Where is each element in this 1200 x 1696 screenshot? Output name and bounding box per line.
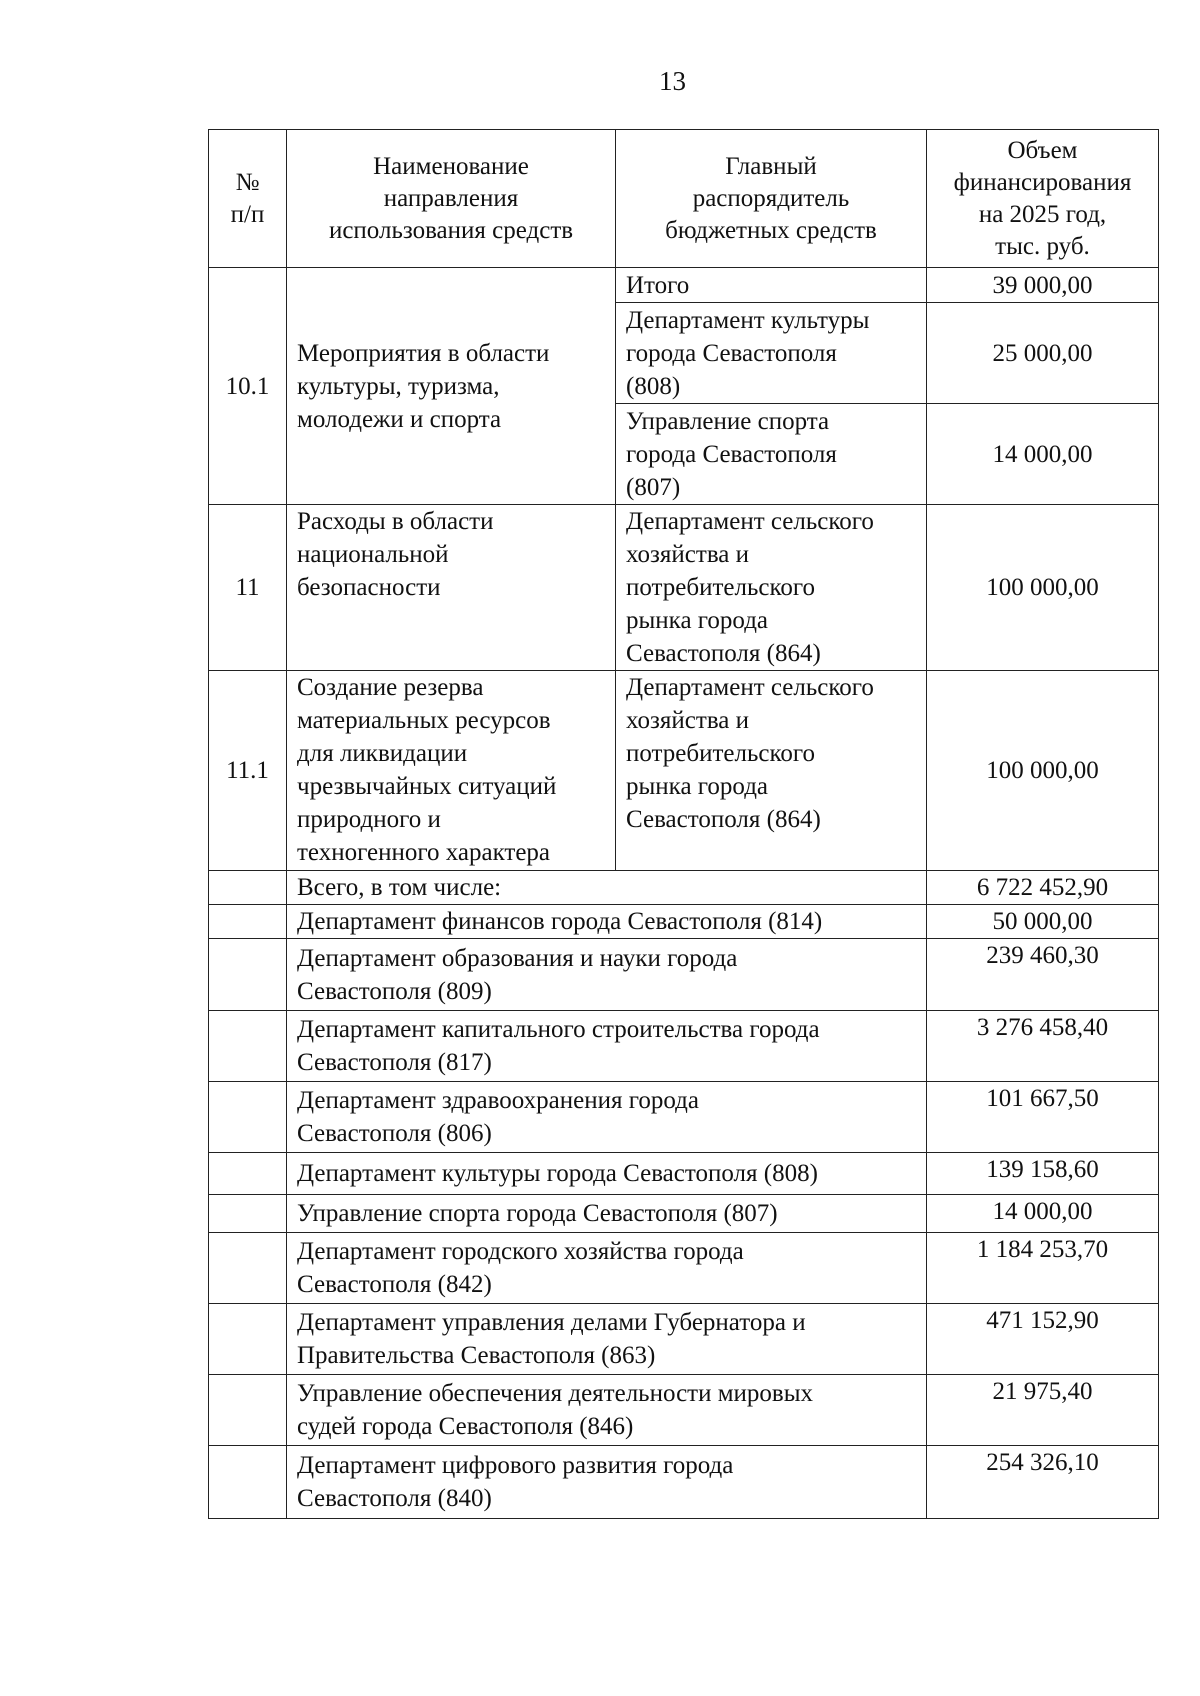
header-num [209, 130, 287, 268]
row-num: 10.1 [209, 268, 287, 505]
amount-value: 50 000,00 [927, 905, 1159, 939]
amount-value: 25 000,00 [927, 303, 1159, 404]
row-num [209, 1233, 287, 1304]
department-name [287, 1233, 927, 1304]
text-line: природного и [297, 806, 441, 833]
header-manager [616, 130, 927, 268]
text-line: Наименование [373, 152, 529, 180]
department-name [287, 1153, 927, 1195]
amount-value: 100 000,00 [927, 671, 1159, 871]
text-line: города Севастополя [626, 339, 837, 367]
text-line: (807) [626, 473, 681, 501]
manager-name [616, 268, 927, 303]
table-header-row [209, 130, 1159, 268]
text-line: Департамент культуры [626, 306, 870, 334]
text-line: Объем [1007, 136, 1078, 164]
amount-value: 14 000,00 [927, 1195, 1159, 1233]
text-line: Главный [725, 152, 817, 180]
amount-value: 3 276 458,40 [927, 1011, 1159, 1082]
manager-name [616, 505, 927, 671]
department-name [287, 1446, 927, 1519]
manager-name [616, 303, 927, 404]
text-line: Департамент образования и науки города [297, 944, 738, 972]
text-line: п/п [230, 200, 265, 228]
text-line: Департамент управления делами Губернатора и [297, 1309, 806, 1336]
department-name [287, 1082, 927, 1153]
text-line: Правительства Севастополя (863) [297, 1342, 656, 1369]
row-num: 11.1 [209, 671, 287, 871]
text-line: Департамент капитального строительства города [297, 1016, 820, 1043]
text-line: техногенного характера [297, 839, 551, 866]
text-line: Расходы в области [297, 508, 494, 535]
text-line: Севастополя (817) [297, 1049, 492, 1076]
amount-value: 471 152,90 [927, 1304, 1159, 1375]
department-name [287, 939, 927, 1011]
department-name [287, 1195, 927, 1233]
text-line: Севастополя (842) [297, 1271, 492, 1298]
row-num [209, 1304, 287, 1375]
manager-name [616, 671, 927, 871]
text-line: Управление спорта города Севастополя (807) [297, 1200, 778, 1227]
department-name [287, 1375, 927, 1446]
table-row [209, 1375, 1159, 1446]
amount-value: 101 667,50 [927, 1082, 1159, 1153]
amount-value: 39 000,00 [927, 268, 1159, 303]
table-row [209, 1304, 1159, 1375]
text-line: Управление спорта [626, 407, 830, 435]
text-line: Департамент здравоохранения города [297, 1087, 699, 1114]
row-num [209, 1011, 287, 1082]
row-num [209, 1153, 287, 1195]
text-line: Севастополя (864) [626, 806, 821, 833]
total-label: Всего, в том числе: [287, 871, 927, 905]
manager-name [616, 404, 927, 505]
text-line: распорядитель [692, 184, 850, 212]
text-line: молодежи и спорта [297, 405, 502, 433]
page-number: 13 [659, 66, 686, 96]
text-line: Департамент финансов города Севастополя (814) [297, 908, 823, 935]
text-line: Департамент цифрового развития города [297, 1452, 734, 1479]
total-amount: 6 722 452,90 [927, 871, 1159, 905]
row-num [209, 1195, 287, 1233]
text-line: судей города Севастополя (846) [297, 1413, 634, 1440]
row-num [209, 871, 287, 905]
text-line: рынка города [626, 607, 769, 634]
table-row [209, 939, 1159, 1011]
row-num: 11 [209, 505, 287, 671]
text-line: города Севастополя [626, 440, 837, 468]
text-line: Создание резерва [297, 674, 484, 701]
row-num [209, 1446, 287, 1519]
table-row [209, 1233, 1159, 1304]
table-row [209, 671, 1159, 871]
table-row [209, 1153, 1159, 1195]
row-num [209, 1082, 287, 1153]
text-line: хозяйства и [626, 707, 750, 734]
text-line: безопасности [297, 574, 441, 601]
text-line: направления [383, 184, 519, 212]
amount-value: 139 158,60 [927, 1153, 1159, 1195]
text-line: использования средств [328, 216, 574, 244]
text-line: тыс. руб. [995, 232, 1090, 260]
text-line: материальных ресурсов [297, 707, 551, 734]
text-line: Севастополя (806) [297, 1120, 492, 1147]
table-row [209, 505, 1159, 671]
amount-value: 21 975,40 [927, 1375, 1159, 1446]
department-name [287, 1304, 927, 1375]
department-name [287, 1011, 927, 1082]
text-line: Департамент культуры города Севастополя (808) [297, 1160, 818, 1187]
text-line: рынка города [626, 773, 769, 800]
amount-value: 1 184 253,70 [927, 1233, 1159, 1304]
direction-name [287, 268, 616, 505]
summary-rows [209, 905, 1159, 1519]
table-row [209, 1446, 1159, 1519]
direction-name [287, 671, 616, 871]
header-name [287, 130, 616, 268]
text-line: национальной [297, 541, 449, 568]
amount-value: 254 326,10 [927, 1446, 1159, 1519]
table-row [209, 905, 1159, 939]
text-line: потребительского [626, 574, 815, 601]
text-line: Итого [626, 271, 690, 299]
table-row [209, 1011, 1159, 1082]
text-line: Севастополя (864) [626, 640, 821, 667]
text-line: финансирования [953, 168, 1132, 196]
text-line: Севастополя (809) [297, 977, 492, 1005]
text-line: на 2025 год, [978, 200, 1107, 228]
total-row [209, 871, 1159, 905]
row-num [209, 905, 287, 939]
text-line: Севастополя (840) [297, 1485, 492, 1512]
table-row [209, 268, 1159, 303]
text-line: Управление обеспечения деятельности мировых [297, 1380, 814, 1407]
table-row [209, 1082, 1159, 1153]
header-amount [927, 130, 1159, 268]
row-num [209, 1375, 287, 1446]
text-line: для ликвидации [297, 740, 468, 767]
text-line: чрезвычайных ситуаций [297, 773, 557, 800]
table-row [209, 1195, 1159, 1233]
amount-value: 100 000,00 [927, 505, 1159, 671]
department-name [287, 905, 927, 939]
text-line: бюджетных средств [665, 216, 877, 244]
text-line: № [235, 168, 260, 196]
direction-name [287, 505, 616, 671]
text-line: Департамент сельского [626, 674, 874, 701]
budget-table [208, 129, 1159, 1519]
text-line: Департамент сельского [626, 508, 874, 535]
text-line: культуры, туризма, [297, 372, 500, 400]
text-line: хозяйства и [626, 541, 750, 568]
row-num [209, 939, 287, 1011]
amount-value: 14 000,00 [927, 404, 1159, 505]
text-line: Мероприятия в области [297, 339, 550, 367]
text-line: (808) [626, 372, 681, 400]
text-line: Департамент городского хозяйства города [297, 1238, 744, 1265]
amount-value: 239 460,30 [927, 939, 1159, 1011]
text-line: потребительского [626, 740, 815, 767]
